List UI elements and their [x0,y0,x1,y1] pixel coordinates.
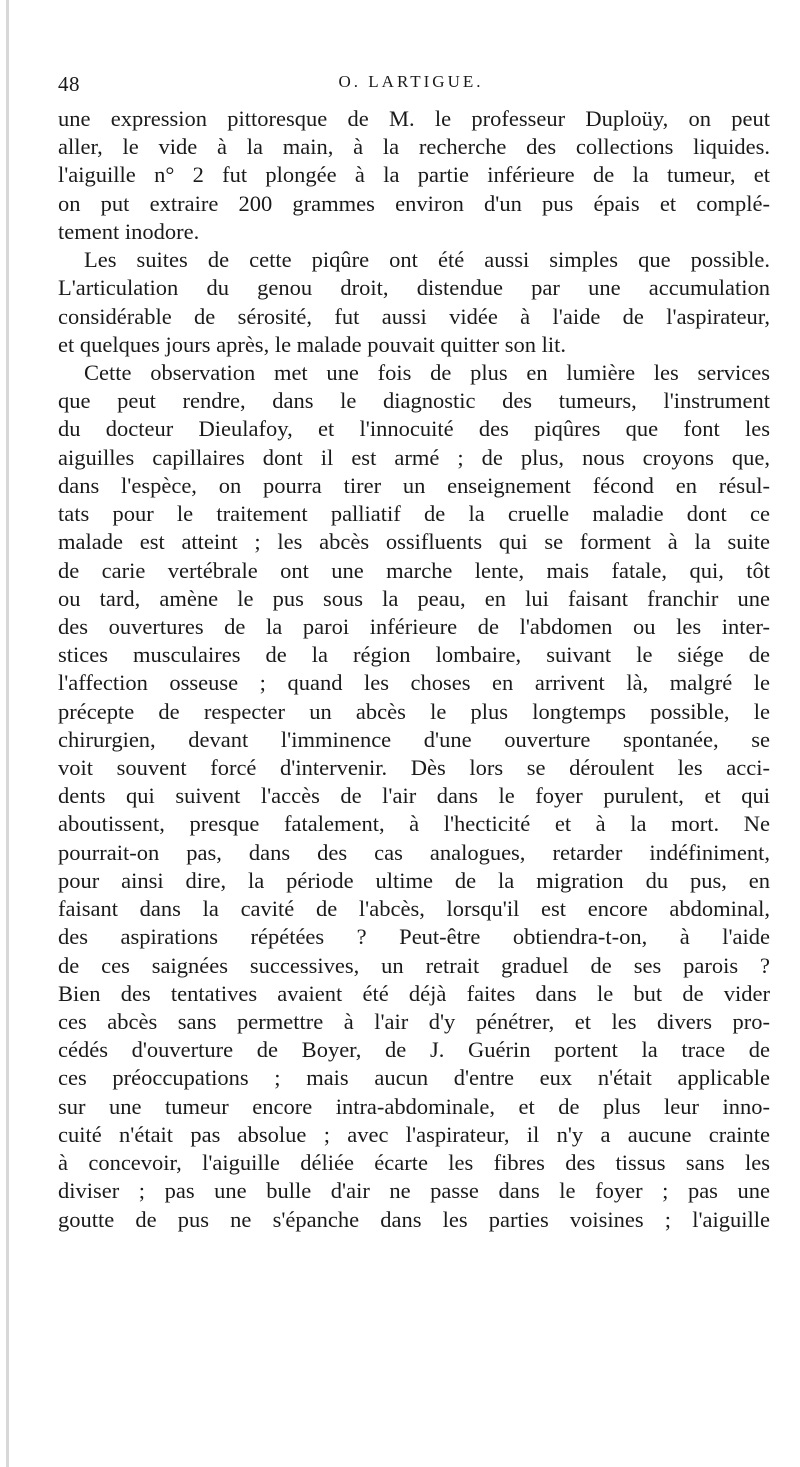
text-line: Cette observation met une fois de plus en lumière les services [84,359,770,385]
text-line: pourrait-on pas, dans des cas analogues, retarder indéfiniment, [58,839,770,865]
text-line: que peut rendre, dans le diagnostic des tumeurs, l'instrument [58,388,770,414]
text-line: aller, le vide à la main, à la recherche des collections liquides. [58,134,770,160]
page-header [58,72,764,102]
text-line: des aspirations répétées ? Peut-être obtiendra-t-on, à l'aide [58,924,770,950]
text-line: chirurgien, devant l'imminence d'une ouverture spontanée, se [58,726,770,752]
text-line: Bien des tentatives avaient été déjà faites dans le but de vider [58,980,770,1006]
text-line: voit souvent forcé d'intervenir. Dès lors se déroulent les acci- [58,755,770,781]
text-line: on put extraire 200 grammes environ d'un pus épais et complé- [58,190,770,216]
text-line: diviser ; pas une bulle d'air ne passe dans le foyer ; pas une [58,1178,770,1204]
text-line: aboutissent, presque fatalement, à l'hecticité et à la mort. Ne [58,811,770,837]
text-line: du docteur Dieulafoy, et l'innocuité des piqûres que font les [58,416,770,442]
text-line: stices musculaires de la région lombaire, suivant le siége de [58,642,770,668]
text-line: faisant dans la cavité de l'abcès, lorsqu'il est encore abdominal, [58,896,770,922]
text-line: ou tard, amène le pus sous la peau, en lui faisant franchir une [58,585,770,611]
text-line: tats pour le traitement palliatif de la cruelle maladie dont ce [58,501,770,527]
text-line: des ouvertures de la paroi inférieure de l'abdomen ou les inter- [58,613,770,639]
page-number: 48 [58,72,80,96]
page-edge-shadow [6,0,9,1467]
text-line: Les suites de cette piqûre ont été aussi simples que possible. [84,247,770,273]
text-line: de carie vertébrale ont une marche lente, mais fatale, qui, tôt [58,557,770,583]
text-line: dans l'espèce, on pourra tirer un enseignement fécond en résul- [58,472,770,498]
text-line: ces abcès sans permettre à l'air d'y pénétrer, et les divers pro- [58,1009,770,1034]
running-head: O. LARTIGUE. [338,72,484,91]
text-line: et quelques jours après, le malade pouvait quitter son lit. [58,331,566,357]
text-line: une expression pittoresque de M. le professeur Duploüy, on peut [58,106,770,131]
text-line: ces préoccupations ; mais aucun d'entre eux n'était applicable [58,1065,770,1091]
text-line: cuité n'était pas absolue ; avec l'aspirateur, il n'y a aucune crainte [58,1121,770,1147]
text-line: sur une tumeur encore intra-abdominale, et de plus leur inno- [58,1093,770,1119]
text-line: cédés d'ouverture de Boyer, de J. Guérin portent la trace de [58,1037,770,1063]
text-line: tement inodore. [58,218,200,244]
text-line: pour ainsi dire, la période ultime de la migration du pus, en [58,867,770,893]
text-line: considérable de sérosité, fut aussi vidée à l'aide de l'aspirateur, [58,303,770,329]
text-line: à concevoir, l'aiguille déliée écarte les fibres des tissus sans les [58,1150,770,1176]
text-line: goutte de pus ne s'épanche dans les parties voisines ; l'aiguille [58,1206,770,1232]
text-line: précepte de respecter un abcès le plus longtemps possible, le [58,698,770,724]
text-line: aiguilles capillaires dont il est armé ; de plus, nous croyons que, [58,444,770,470]
text-line: L'articulation du genou droit, distendue par une accumulation [58,275,770,301]
text-line: l'affection osseuse ; quand les choses en arrivent là, malgré le [58,670,770,696]
text-line: l'aiguille n° 2 fut plongée à la partie inférieure de la tumeur, et [58,162,770,188]
text-line: malade est atteint ; les abcès ossifluents qui se forment à la suite [58,529,770,555]
text-line: de ces saignées successives, un retrait graduel de ses parois ? [58,952,770,978]
body-text [58,105,770,1234]
text-line: dents qui suivent l'accès de l'air dans le foyer purulent, et qui [58,783,770,809]
